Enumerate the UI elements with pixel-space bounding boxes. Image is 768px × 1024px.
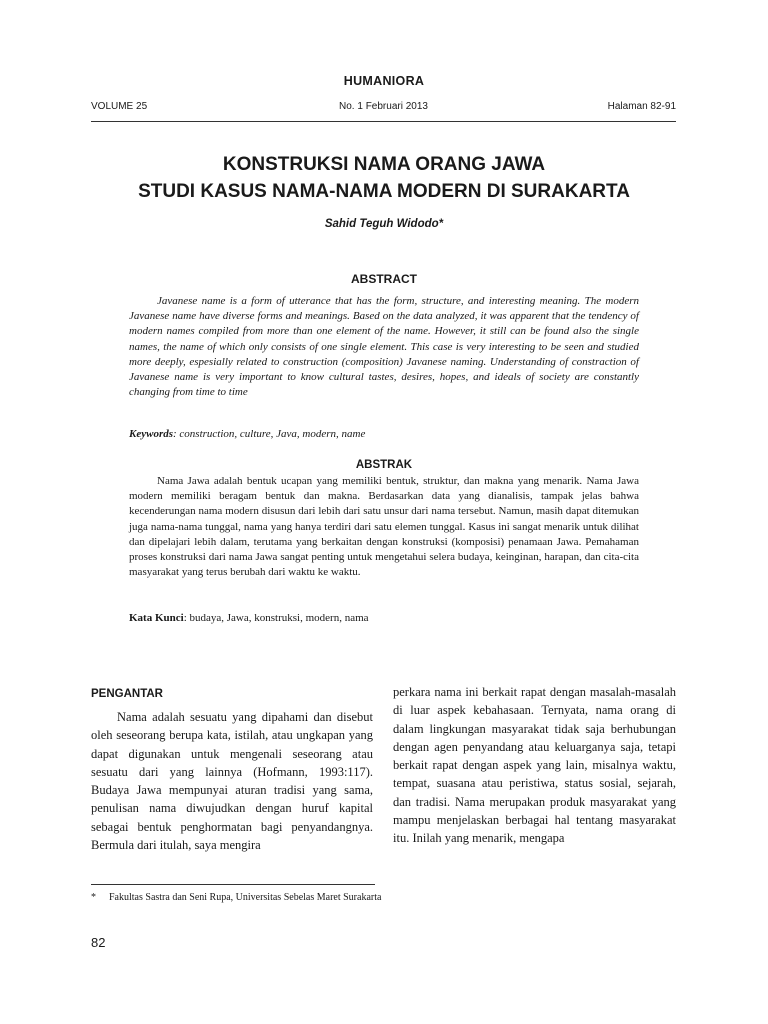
- keywords: [129, 428, 639, 440]
- keywords-list: : construction, culture, Java, modern, name: [173, 428, 366, 440]
- page-range: Halaman 82-91: [607, 101, 676, 112]
- author-name: Sahid Teguh Widodo*: [324, 218, 444, 230]
- footnote-marker: *: [91, 892, 96, 903]
- abstract-body: Javanese name is a form of utterance that has the form, structure, and interesting meaning. The modern Javanese name have diverse forms and meanings. Based on the data analyzed, it was apparent that the tendency of modern names compiled from more than one element of the name. However, it still can be found also the single names, the name of which only consists of one single element. This case is very interesting to be seen and studied more deeply, espesially related to construction (composition) Javanese naming. Understanding of constraction of Javanese name is very important to know cultural tastes, desires, hopes, and ideals of society are constantly changing from time to time: [129, 295, 639, 399]
- keywords-label: Keywords: [129, 428, 173, 440]
- issue-meta: [91, 101, 676, 117]
- kata-kunci-list: : budaya, Jawa, konstruksi, modern, nama: [183, 612, 369, 624]
- title-line-1: KONSTRUKSI NAMA ORANG JAWA: [222, 154, 546, 175]
- volume-label: VOLUME 25: [91, 101, 148, 112]
- footnote: [91, 892, 676, 903]
- abstrak-body: Nama Jawa adalah bentuk ucapan yang memiliki bentuk, struktur, dan makna yang menarik. Nama Jawa modern memiliki beragam bentuk dan makna. Berdasarkan data yang dianalisis, tampak jelas bahwa kecenderungan nama modern disusun dari lebih dari satu unsur dari nama tersebut. Namun, masih dapat ditemukan juga nama-nama tunggal, nama yang hanya terdiri dari satu elemen tunggal. Kasus ini sangat menarik untuk dilihat dan dipelajari lebih dalam, terutama yang berkaitan dengan konstruksi (komposisi) penamaan Jawa. Pemahaman proses konstruksi dari nama Jawa sangat penting untuk mengetahui selera budaya, keinginan, harapan, dan cita-cita masyarakat yang terus berubah dari waktu ke waktu.: [129, 475, 639, 579]
- body-paragraph-left: Nama adalah sesuatu yang dipahami dan disebut oleh seseorang berupa kata, istilah, atau ungkapan yang dapat digunakan untuk mengenali seseorang atau sesuatu dari yang lainnya (Hofmann, 1993:117). Budaya Jawa mempunyai aturan tradisi yang sama, penulisan nama diwujudkan dengan huruf kapital sebagai bentuk penghormatan bagi penyandangnya. Bermula dari itulah, saya mengira: [91, 710, 373, 853]
- body-column-left: [91, 688, 373, 854]
- issue-number: No. 1 Februari 2013: [339, 101, 428, 112]
- page-number: 82: [91, 935, 106, 950]
- journal-name: HUMANIORA: [343, 74, 425, 88]
- footnote-rule: [91, 884, 375, 885]
- body-paragraph-right: perkara nama ini berkait rapat dengan masalah-masalah di luar aspek kebahasaan. Ternyata, nama orang di dalam lingkungan masyarakat tidak saja berhubungan dengan agen penyandang atau keluarganya saja, tetapi berkait rapat dengan aspek yang lain, misalnya waktu, tempat, suasana atau peristiwa, status sosial, sejarah, dan tradisi. Nama merupakan produk masyarakat yang mampu menjelaskan berbagai hal tentang masyarakat itu. Inilah yang menarik, mengapa: [393, 685, 676, 846]
- kata-kunci: [129, 612, 639, 624]
- section-heading: PENGANTAR: [91, 688, 163, 700]
- title-line-2: STUDI KASUS NAMA-NAMA MODERN DI SURAKARTA: [138, 181, 630, 202]
- body-column-right: [393, 683, 676, 848]
- abstrak-heading: ABSTRAK: [355, 459, 413, 471]
- footnote-text: Fakultas Sastra dan Seni Rupa, Universitas Sebelas Maret Surakarta: [109, 892, 382, 903]
- header-rule: [91, 121, 676, 122]
- kata-kunci-label: Kata Kunci: [129, 612, 184, 624]
- abstract-heading: ABSTRACT: [351, 272, 417, 286]
- article-title: [0, 151, 768, 205]
